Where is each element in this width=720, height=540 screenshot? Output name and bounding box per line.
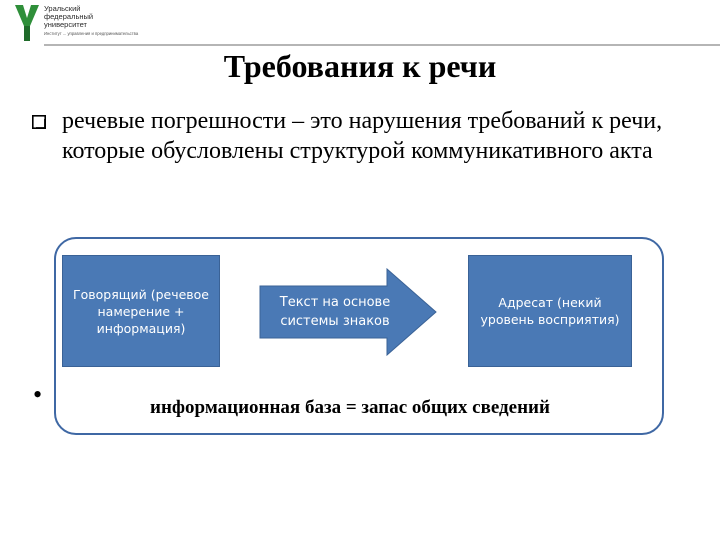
addressee-box [468,255,632,367]
speaker-box [62,255,220,367]
speaker-label: Говорящий (речевое намерение + информация) [72,286,210,336]
text-arrow-label: Текст на основе системы знаков [279,295,391,329]
logo-text: Уральский федеральный университет [44,4,94,29]
bullet-paragraph: речевые погрешности – это нарушения требований к речи, которые обусловлены структурой коммуникативного акта [62,108,663,164]
slide-title: Требования к речи [223,48,497,84]
checkbox-bullet-icon [32,115,46,129]
header-divider [44,44,720,46]
university-logo [14,4,214,44]
university-logo-icon [14,4,40,42]
addressee-label: Адресат (некий уровень восприятия) [480,295,620,327]
bullet-dot: • [33,380,43,409]
logo-subtext: Институт ... управления и предпринимательства [44,31,139,36]
info-base-label: информационная база = запас общих сведений [150,397,550,418]
